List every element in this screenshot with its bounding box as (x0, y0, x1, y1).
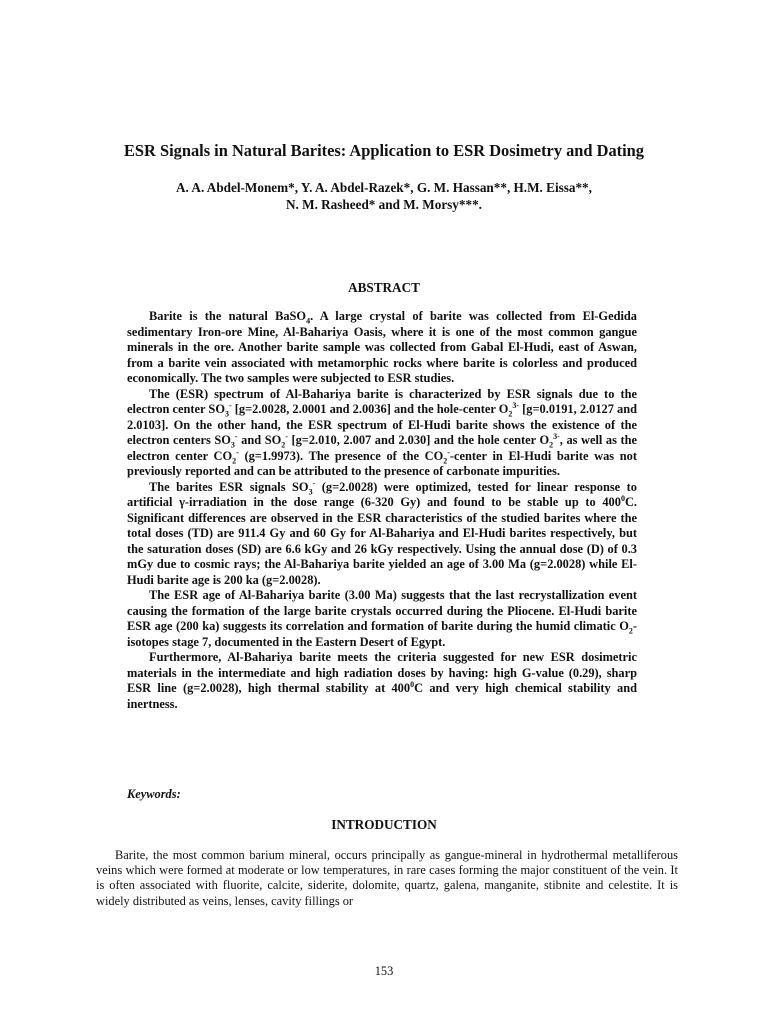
introduction-paragraph-1: Barite, the most common barium mineral, occurs principally as gangue-mineral in hydrothermal metalliferous veins which were formed at moderate or low temperatures, in rare cases forming the major constituent of the vein. It is often associated with fluorite, calcite, siderite, dolomite, quartz, galena, manganite, stibnite and celestite. It is widely distributed as veins, lenses, cavity fillings or (96, 848, 678, 908)
abstract-paragraph-5: Furthermore, Al-Bahariya barite meets the criteria suggested for new ESR dosimetric materials in the intermediate and high radiation doses by having: high G-value (0.29), sharp ESR line (g=2.0028), high thermal stability at $400^0C$ and very high chemical stability and inertness. (127, 650, 637, 711)
abstract-paragraph-2: The (ESR) spectrum of Al-Bahariya barite is characterized by ESR signals due to the electron center $SO_3^-$ [g=2.0028, 2.0001 and 2.0036] and the hole-center $O_2^{3-}$ [g=0.0191, 2.0127 and 2.0103]. On the other hand, the ESR spectrum of El-Hudi barite shows the existence of the electron centers $SO_3^-$ and $SO_2^-$ [g=2.010, 2.007 and 2.030] and the hole center $O_2^{3-}$, as well as the electron center $CO_2^-$ (g=1.9973). The presence of the $CO_2^-$-center in El-Hudi barite was not previously reported and can be attributed to the presence of carbonate impurities. (127, 386, 637, 478)
abstract-paragraph-3: The barites ESR signals $SO_3^-$ (g=2.0028) were optimized, tested for linear response to artificial γ-irradiation in the dose range (6-320 Gy) and found to be stable up to $400^0C$. Significant differences are observed in the ESR characteristics of the studied barites where the total doses (TD) are 911.4 Gy and 60 Gy for Al-Bahariya and El-Hudi barites respectively, but the saturation doses (SD) are 6.6 kGy and 26 kGy respectively. Using the annual dose (D) of 0.3 mGy due to cosmic rays; the Al-Bahariya barite yielded an age of 3.00 Ma (g=2.0028) while El-Hudi barite age is 200 ka (g=2.0028). (127, 478, 637, 587)
paper-title: ESR Signals in Natural Barites: Application to ESR Dosimetry and Dating (123, 141, 644, 160)
abstract-paragraph-1: Barite is the natural BaSO$_4$. A large crystal of barite was collected from El-Gedida sedimentary Iron-ore Mine, Al-Bahariya Oasis, where it is one of the most common gangue minerals in the ore. Another barite sample was collected from Gabal El-Hudi, east of Aswan, from a barite vein associated with metamorphic rocks where barite is colorless and produced economically. The two samples were subjected to ESR studies. (127, 309, 637, 385)
introduction-body (96, 848, 678, 909)
author-line-1: A. A. Abdel-Monem*, Y. A. Abdel-Razek*, G. M. Hassan**, H.M. Eissa**, (176, 180, 592, 195)
abstract-body (127, 309, 637, 712)
page-number: 153 (374, 964, 394, 978)
abstract-paragraph-4: The ESR age of Al-Bahariya barite (3.00 Ma) suggests that the last recrystallization event causing the formation of the large barite crystals occurred during the Pliocene. El-Hudi barite ESR age (200 ka) suggests its correlation and formation of barite during the humid climatic $O_2$-isotopes stage 7, documented in the Eastern Desert of Egypt. (127, 588, 637, 649)
introduction-heading: INTRODUCTION (331, 817, 437, 832)
author-line-2: N. M. Rasheed* and M. Morsy***. (286, 197, 482, 212)
author-list (80, 179, 688, 213)
keywords-label: Keywords: (127, 787, 181, 801)
abstract-heading: ABSTRACT (348, 280, 420, 295)
